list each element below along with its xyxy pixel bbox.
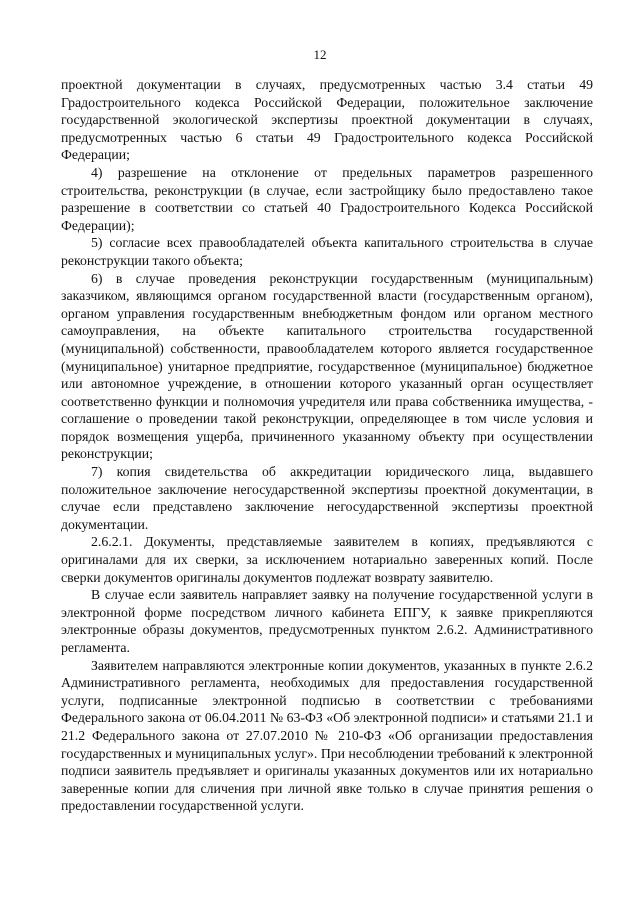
- paragraph-item-7: 7) копия свидетельства об аккредитации юридического лица, выдавшего положительное заключение негосударственной экспертизы проектной документации, в случае если представлено заключение негосударственной экспертизы проектной документации.: [61, 464, 593, 532]
- paragraph-electronic-copies: Заявителем направляются электронные копии документов, указанных в пункте 2.6.2 Административного регламента, необходимых для предоставления государственной услуги, подписанные электронной подписью в соответствии с требованиями Федерального закона от 06.04.2011 № 63-ФЗ «Об электронной подписи» и статьями 21.1 и 21.2 Федерального закона от 27.07.2010 № 210-ФЗ «Об организации предоставления государственных и муниципальных услуг». При несоблюдении требований к электронной подписи заявитель предъявляет и оригиналы указанных документов или их нотариально заверенные копии для сличения при личной явке только в случае принятия решения о предоставлении государственной услуги.: [61, 657, 593, 814]
- paragraph-item-4: 4) разрешение на отклонение от предельных параметров разрешенного строительства, реконструкции (в случае, если застройщику было предоставлено такое разрешение в соответствии со статьей 40 Градостроительного Кодекса Российской Федерации);: [61, 164, 593, 233]
- page-number: 12: [313, 47, 327, 62]
- paragraph-electronic-submission: В случае если заявитель направляет заявку на получение государственной услуги в электронной форме посредством личного кабинета ЕПГУ, к заявке прикрепляются электронные образы документов, предусмотренных пунктом 2.6.2. Административного регламента.: [61, 587, 593, 655]
- paragraph-continuation: проектной документации в случаях, предусмотренных частью 3.4 статьи 49 Градостроительного кодекса Российской Федерации, положительное заключение государственной экологической экспертизы проектной документации в случаях, предусмотренных частью 6 статьи 49 Градостроительного кодекса Российской Федерации;: [61, 77, 593, 163]
- paragraph-item-5: 5) согласие всех правообладателей объекта капитального строительства в случае реконструкции такого объекта;: [61, 235, 593, 268]
- document-body: [61, 76, 593, 815]
- paragraph-item-6: 6) в случае проведения реконструкции государственным (муниципальным) заказчиком, являющимся органом государственной власти (государственным органом), органом управления государственным внебюджетным фондом или органом местного самоуправления, на объекте капитального строительства государственной (муниципальной) собственности, правообладателем которого является государственное (муниципальное) унитарное предприятие, государственное (муниципальное) бюджетное или автономное учреждение, в отношении которого указанный орган осуществляет соответственно функции и полномочия учредителя или права собственника имущества, - соглашение о проведении такой реконструкции, определяющее в том числе условия и порядок возмещения ущерба, причиненного указанному объекту при осуществлении реконструкции;: [61, 270, 593, 462]
- paragraph-2-6-2-1: 2.6.2.1. Документы, представляемые заявителем в копиях, предъявляются с оригиналами для их сверки, за исключением нотариально заверенных копий. После сверки документов оригиналы документов подлежат возврату заявителю.: [61, 534, 593, 585]
